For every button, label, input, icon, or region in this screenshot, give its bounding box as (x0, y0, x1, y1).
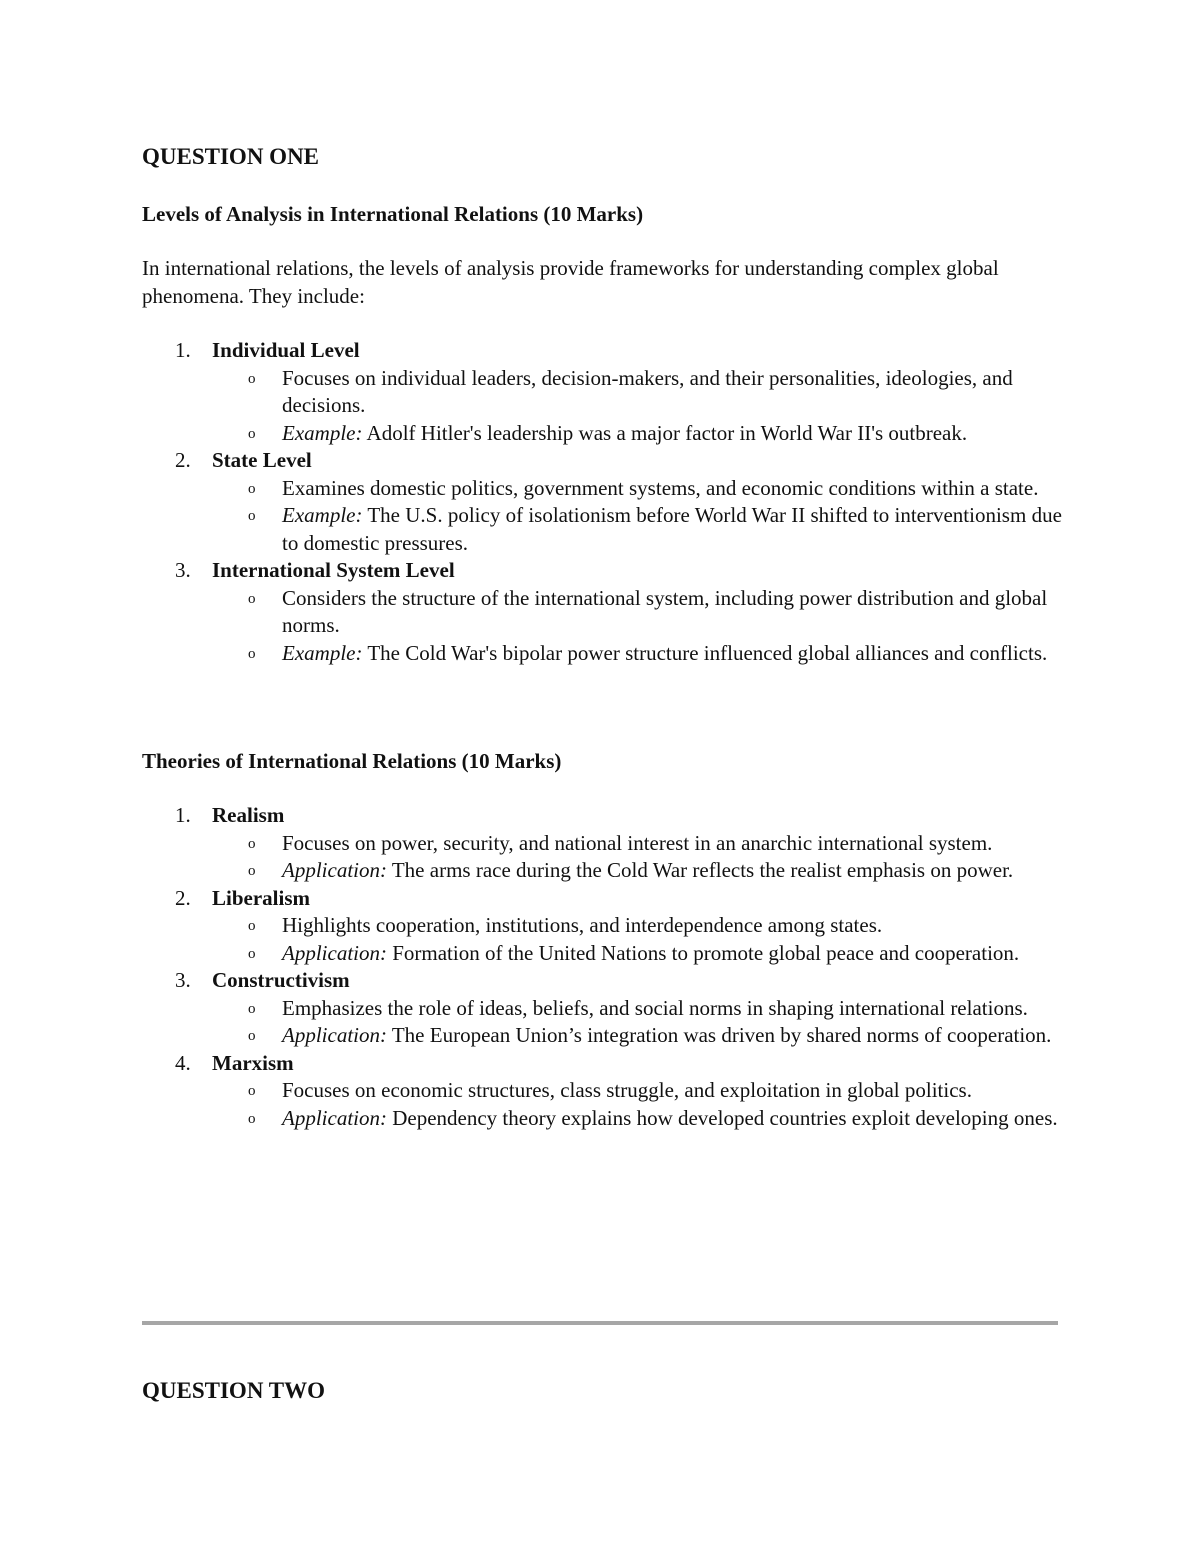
point-text: The Cold War's bipolar power structure influenced global alliances and conflicts. (362, 640, 1048, 665)
item-number: 2. (175, 885, 191, 910)
point-text: Focuses on economic structures, class struggle, and exploitation in global politics. (282, 1078, 972, 1102)
item-number: 4. (175, 1050, 191, 1075)
bullet-o-icon: o (248, 1083, 256, 1099)
item-heading: Liberalism (212, 885, 310, 910)
sub-point (248, 995, 1062, 1023)
list-item (142, 802, 1062, 885)
sub-point (248, 475, 1062, 503)
bullet-o-icon: o (248, 1110, 256, 1127)
sub-point (248, 640, 1062, 668)
point-text: Adolf Hitler's leadership was a major factor in World War II's outbreak. (362, 420, 968, 445)
theories-list (142, 802, 1062, 1132)
point-label: Application: (282, 858, 387, 882)
item-number: 1. (175, 338, 191, 362)
list-item (142, 557, 1062, 667)
point-label: Example: (282, 420, 363, 445)
point-label: Example: (282, 640, 363, 665)
item-number: 3. (175, 968, 191, 992)
sub-point (248, 857, 1062, 885)
sub-point (248, 830, 1062, 858)
horizontal-divider (142, 1321, 1058, 1325)
point-text: Dependency theory explains how developed countries exploit developing ones. (386, 1105, 1058, 1130)
point-text: Focuses on individual leaders, decision-makers, and their personalities, ideologies, and decisions. (282, 365, 1013, 417)
point-text: Considers the structure of the international system, including power distribution and global norms. (282, 585, 1048, 637)
point-text: The U.S. policy of isolationism before World War II shifted to interventionism due to domestic pressures. (282, 503, 1062, 555)
point-text: Focuses on power, security, and national interest in an anarchic international system. (282, 830, 993, 855)
sub-point (248, 1022, 1062, 1050)
bullet-o-icon: o (248, 945, 256, 962)
point-text: Highlights cooperation, institutions, and interdependence among states. (282, 913, 883, 937)
list-item (142, 447, 1062, 557)
point-label: Application: (282, 1105, 387, 1130)
sub-point (248, 1077, 1062, 1105)
item-number: 2. (175, 448, 191, 472)
item-heading: Individual Level (212, 338, 360, 362)
item-heading: International System Level (212, 558, 455, 582)
point-label: Application: (282, 940, 387, 965)
bullet-o-icon: o (248, 590, 256, 607)
point-text: Formation of the United Nations to promote global peace and cooperation. (386, 940, 1020, 965)
item-heading: Marxism (212, 1050, 294, 1075)
bullet-o-icon: o (248, 480, 256, 497)
point-text: Emphasizes the role of ideas, beliefs, and social norms in shaping international relations. (282, 995, 1028, 1020)
bullet-o-icon: o (248, 863, 256, 879)
item-number: 3. (175, 558, 191, 582)
list-item (142, 337, 1062, 447)
question-one-title: QUESTION ONE (142, 144, 320, 169)
bullet-o-icon: o (248, 1028, 256, 1044)
bullet-o-icon: o (248, 918, 256, 934)
point-text: The European Union’s integration was driven by shared norms of cooperation. (386, 1023, 1052, 1047)
levels-list (142, 337, 1062, 667)
levels-of-analysis-heading: Levels of Analysis in International Relations (10 Marks) (142, 202, 644, 226)
item-number: 1. (175, 803, 191, 827)
point-label: Example: (282, 503, 363, 527)
sub-point (248, 912, 1062, 940)
question-two-title: QUESTION TWO (142, 1378, 325, 1403)
sub-point (248, 420, 1062, 448)
sub-point (248, 365, 1062, 420)
sub-point (248, 1105, 1062, 1133)
item-heading: State Level (212, 448, 312, 472)
bullet-o-icon: o (248, 508, 256, 524)
bullet-o-icon: o (248, 645, 256, 662)
list-item (142, 1050, 1062, 1133)
sub-point (248, 502, 1062, 557)
item-heading: Realism (212, 803, 285, 827)
bullet-o-icon: o (248, 370, 256, 387)
point-text: The arms race during the Cold War reflects the realist emphasis on power. (386, 858, 1014, 882)
bullet-o-icon: o (248, 835, 256, 852)
list-item (142, 885, 1062, 968)
sub-point (248, 585, 1062, 640)
bullet-o-icon: o (248, 425, 256, 442)
list-item (142, 967, 1062, 1050)
point-text: Examines domestic politics, government systems, and economic conditions within a state. (282, 475, 1039, 500)
levels-intro-paragraph: In international relations, the levels of analysis provide frameworks for understanding complex global phenomena. They include: (142, 256, 999, 308)
point-label: Application: (282, 1023, 387, 1047)
bullet-o-icon: o (248, 1000, 256, 1017)
theories-heading: Theories of International Relations (10 Marks) (142, 749, 562, 773)
sub-point (248, 940, 1062, 968)
item-heading: Constructivism (212, 968, 350, 992)
